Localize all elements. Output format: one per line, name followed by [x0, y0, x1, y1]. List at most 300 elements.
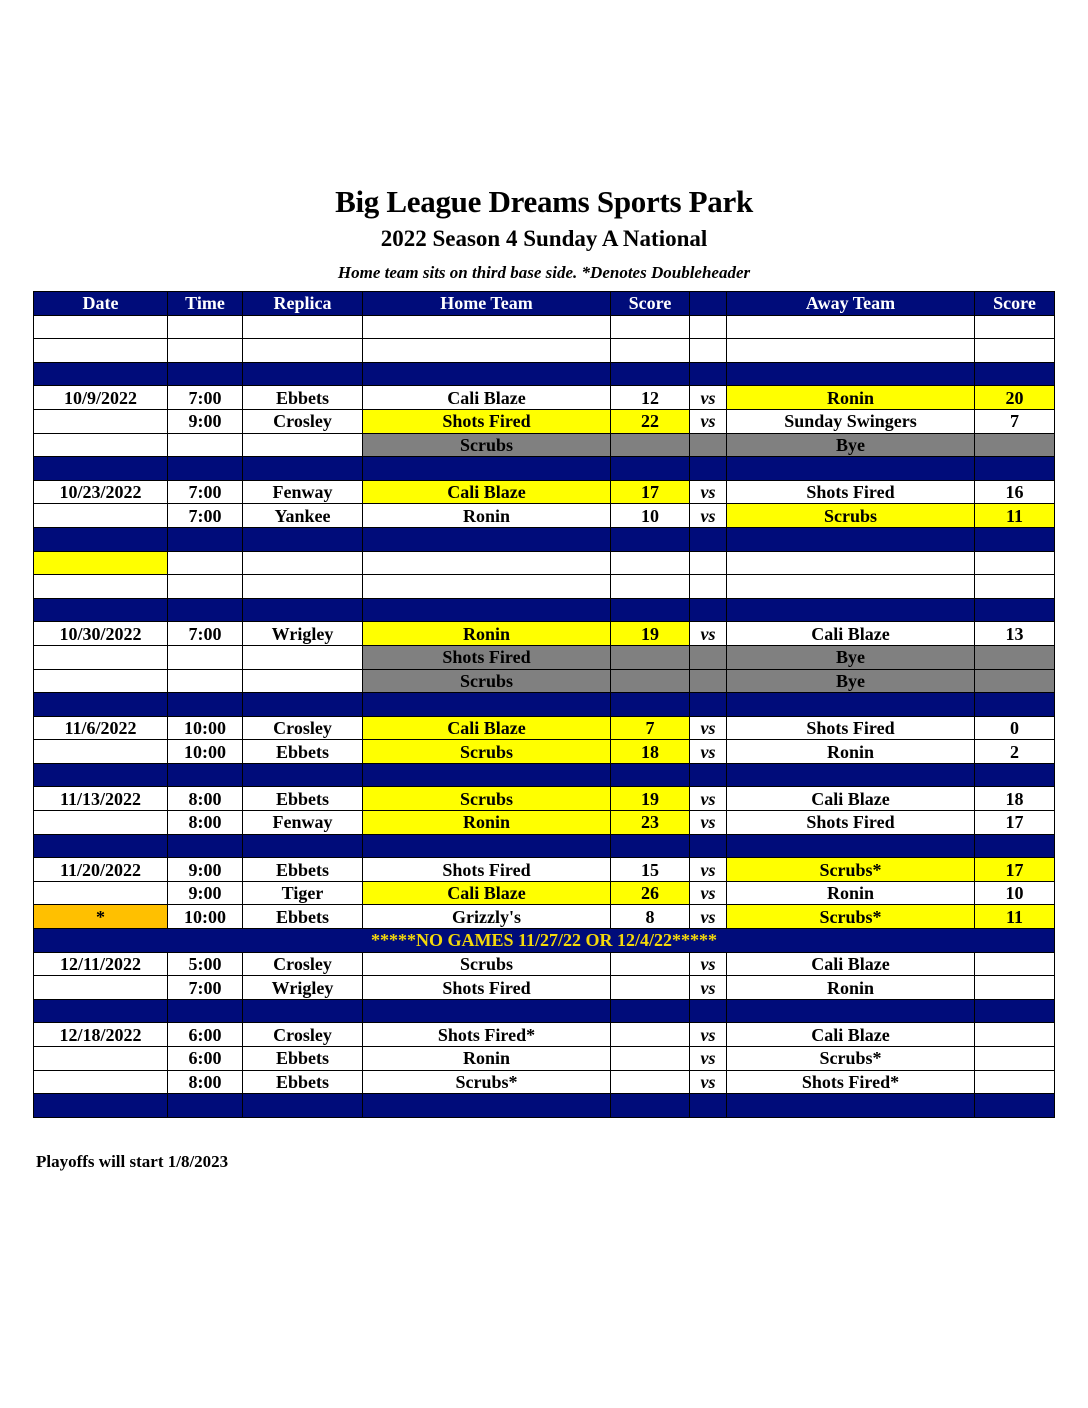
date-cell	[34, 551, 168, 575]
home-team-cell	[363, 763, 611, 787]
home-score-cell: 7	[611, 716, 690, 740]
away-score-cell	[975, 952, 1055, 976]
separator-row	[34, 763, 1055, 787]
time-cell	[168, 763, 243, 787]
time-cell	[168, 598, 243, 622]
date-cell	[34, 504, 168, 528]
away-score-cell: 11	[975, 905, 1055, 929]
game-row	[34, 716, 1055, 740]
date-cell	[34, 315, 168, 339]
vs-cell	[690, 315, 727, 339]
away-team-cell: Cali Blaze	[727, 787, 975, 811]
game-row	[34, 881, 1055, 905]
home-team-cell	[363, 315, 611, 339]
date-cell	[34, 433, 168, 457]
home-score-cell: 19	[611, 787, 690, 811]
time-cell	[168, 433, 243, 457]
vs-cell	[690, 433, 727, 457]
replica-cell	[243, 763, 363, 787]
home-team-cell: Scrubs	[363, 787, 611, 811]
away-score-cell	[975, 339, 1055, 363]
replica-cell: Crosley	[243, 952, 363, 976]
home-score-cell	[611, 339, 690, 363]
vs-cell: vs	[690, 622, 727, 646]
home-score-cell	[611, 1070, 690, 1094]
away-score-cell: 7	[975, 409, 1055, 433]
away-score-cell: 0	[975, 716, 1055, 740]
vs-cell: vs	[690, 504, 727, 528]
home-team-cell	[363, 457, 611, 481]
vs-cell: vs	[690, 811, 727, 835]
home-score-cell	[611, 999, 690, 1023]
replica-cell: Crosley	[243, 409, 363, 433]
home-team-cell: Cali Blaze	[363, 386, 611, 410]
bye-row	[34, 669, 1055, 693]
away-score-cell: 10	[975, 881, 1055, 905]
away-score-cell	[975, 598, 1055, 622]
away-team-cell: Bye	[727, 669, 975, 693]
time-cell	[168, 999, 243, 1023]
away-team-cell	[727, 999, 975, 1023]
date-cell	[34, 457, 168, 481]
vs-cell: vs	[690, 1070, 727, 1094]
date-cell	[34, 740, 168, 764]
home-team-cell: Cali Blaze	[363, 716, 611, 740]
replica-cell: Crosley	[243, 716, 363, 740]
away-team-cell: Shots Fired	[727, 716, 975, 740]
vs-cell	[690, 669, 727, 693]
replica-cell	[243, 315, 363, 339]
away-score-cell	[975, 763, 1055, 787]
vs-cell	[690, 457, 727, 481]
time-cell	[168, 527, 243, 551]
replica-cell: Ebbets	[243, 740, 363, 764]
vs-cell: vs	[690, 716, 727, 740]
replica-cell: Wrigley	[243, 976, 363, 1000]
game-row	[34, 480, 1055, 504]
blank-row	[34, 575, 1055, 599]
vs-cell: vs	[690, 787, 727, 811]
date-cell	[34, 1047, 168, 1071]
date-cell: 10/23/2022	[34, 480, 168, 504]
home-team-cell: Scrubs	[363, 740, 611, 764]
away-team-cell	[727, 834, 975, 858]
home-team-cell: Ronin	[363, 1047, 611, 1071]
date-cell	[34, 409, 168, 433]
home-team-cell: Scrubs	[363, 669, 611, 693]
home-score-cell	[611, 551, 690, 575]
away-team-cell: Scrubs*	[727, 1047, 975, 1071]
vs-cell	[690, 362, 727, 386]
home-score-cell	[611, 976, 690, 1000]
away-team-cell	[727, 575, 975, 599]
vs-cell: vs	[690, 480, 727, 504]
home-team-cell: Scrubs	[363, 433, 611, 457]
away-score-cell	[975, 834, 1055, 858]
time-cell: 8:00	[168, 787, 243, 811]
date-cell: 11/6/2022	[34, 716, 168, 740]
vs-cell: vs	[690, 1047, 727, 1071]
replica-cell: Crosley	[243, 1023, 363, 1047]
date-cell: 11/20/2022	[34, 858, 168, 882]
header-time: Time	[168, 292, 243, 316]
vs-cell: vs	[690, 409, 727, 433]
bye-row	[34, 645, 1055, 669]
game-row	[34, 504, 1055, 528]
game-row	[34, 905, 1055, 929]
home-team-cell	[363, 1094, 611, 1118]
away-team-cell	[727, 763, 975, 787]
replica-cell	[243, 1094, 363, 1118]
date-cell: 10/9/2022	[34, 386, 168, 410]
date-cell	[34, 1070, 168, 1094]
away-team-cell: Ronin	[727, 976, 975, 1000]
home-team-cell: Scrubs	[363, 952, 611, 976]
away-team-cell: Ronin	[727, 386, 975, 410]
home-team-cell: Cali Blaze	[363, 881, 611, 905]
date-cell	[34, 575, 168, 599]
away-team-cell: Bye	[727, 645, 975, 669]
replica-cell: Yankee	[243, 504, 363, 528]
date-cell: *	[34, 905, 168, 929]
separator-row	[34, 999, 1055, 1023]
home-team-cell	[363, 575, 611, 599]
away-team-cell: Scrubs*	[727, 905, 975, 929]
page-title: Big League Dreams Sports Park	[335, 184, 753, 219]
vs-cell	[690, 763, 727, 787]
replica-cell	[243, 669, 363, 693]
vs-cell: vs	[690, 976, 727, 1000]
replica-cell	[243, 527, 363, 551]
away-score-cell	[975, 1094, 1055, 1118]
away-score-cell	[975, 457, 1055, 481]
date-cell: 11/13/2022	[34, 787, 168, 811]
replica-cell	[243, 551, 363, 575]
vs-cell: vs	[690, 905, 727, 929]
vs-cell	[690, 339, 727, 363]
home-score-cell	[611, 763, 690, 787]
home-team-cell: Cali Blaze	[363, 480, 611, 504]
replica-cell: Fenway	[243, 480, 363, 504]
away-score-cell	[975, 551, 1055, 575]
home-team-cell: Scrubs*	[363, 1070, 611, 1094]
replica-cell	[243, 834, 363, 858]
separator-row	[34, 457, 1055, 481]
home-score-cell	[611, 834, 690, 858]
replica-cell	[243, 339, 363, 363]
home-score-cell: 12	[611, 386, 690, 410]
separator-row	[34, 527, 1055, 551]
home-team-cell	[363, 999, 611, 1023]
home-score-cell	[611, 575, 690, 599]
schedule-note: Home team sits on third base side. *Denotes Doubleheader	[337, 263, 751, 282]
game-row	[34, 1023, 1055, 1047]
away-team-cell: Scrubs*	[727, 858, 975, 882]
header-home-team: Home Team	[363, 292, 611, 316]
away-score-cell	[975, 433, 1055, 457]
away-team-cell: Cali Blaze	[727, 952, 975, 976]
date-cell	[34, 1094, 168, 1118]
time-cell: 7:00	[168, 386, 243, 410]
game-row	[34, 976, 1055, 1000]
game-row	[34, 386, 1055, 410]
separator-row	[34, 1094, 1055, 1118]
replica-cell: Ebbets	[243, 858, 363, 882]
game-row	[34, 811, 1055, 835]
home-score-cell	[611, 362, 690, 386]
away-team-cell: Sunday Swingers	[727, 409, 975, 433]
home-score-cell	[611, 1023, 690, 1047]
home-score-cell	[611, 598, 690, 622]
date-cell	[34, 763, 168, 787]
vs-cell	[690, 1094, 727, 1118]
home-score-cell	[611, 527, 690, 551]
away-score-cell	[975, 527, 1055, 551]
away-score-cell	[975, 693, 1055, 717]
time-cell	[168, 834, 243, 858]
replica-cell: Tiger	[243, 881, 363, 905]
away-score-cell	[975, 362, 1055, 386]
home-score-cell: 19	[611, 622, 690, 646]
game-row	[34, 952, 1055, 976]
replica-cell: Fenway	[243, 811, 363, 835]
home-score-cell: 22	[611, 409, 690, 433]
vs-cell: vs	[690, 1023, 727, 1047]
header-vs	[690, 292, 727, 316]
header-home-score: Score	[611, 292, 690, 316]
away-score-cell	[975, 976, 1055, 1000]
time-cell: 6:00	[168, 1047, 243, 1071]
home-team-cell	[363, 527, 611, 551]
vs-cell	[690, 527, 727, 551]
home-team-cell: Shots Fired	[363, 976, 611, 1000]
away-score-cell: 2	[975, 740, 1055, 764]
page-subtitle: 2022 Season 4 Sunday A National	[380, 226, 708, 251]
home-team-cell: Shots Fired*	[363, 1023, 611, 1047]
home-score-cell	[611, 457, 690, 481]
date-cell	[34, 669, 168, 693]
replica-cell	[243, 598, 363, 622]
blank-row	[34, 551, 1055, 575]
date-cell	[34, 598, 168, 622]
away-score-cell	[975, 645, 1055, 669]
date-cell: 12/18/2022	[34, 1023, 168, 1047]
away-score-cell	[975, 1023, 1055, 1047]
time-cell: 7:00	[168, 504, 243, 528]
header-row	[34, 292, 1055, 316]
home-team-cell: Ronin	[363, 504, 611, 528]
away-team-cell	[727, 315, 975, 339]
bye-row	[34, 433, 1055, 457]
home-score-cell	[611, 669, 690, 693]
header-away-team: Away Team	[727, 292, 975, 316]
time-cell: 10:00	[168, 740, 243, 764]
home-score-cell: 26	[611, 881, 690, 905]
time-cell: 8:00	[168, 1070, 243, 1094]
header-date: Date	[34, 292, 168, 316]
away-score-cell: 11	[975, 504, 1055, 528]
home-team-cell: Shots Fired	[363, 645, 611, 669]
vs-cell	[690, 999, 727, 1023]
vs-cell: vs	[690, 858, 727, 882]
replica-cell	[243, 575, 363, 599]
blank-row	[34, 315, 1055, 339]
notice-row	[34, 929, 1055, 953]
away-team-cell: Cali Blaze	[727, 1023, 975, 1047]
separator-row	[34, 693, 1055, 717]
away-score-cell: 18	[975, 787, 1055, 811]
date-cell	[34, 645, 168, 669]
replica-cell	[243, 433, 363, 457]
home-score-cell	[611, 952, 690, 976]
away-team-cell	[727, 551, 975, 575]
home-team-cell	[363, 693, 611, 717]
vs-cell	[690, 598, 727, 622]
date-cell	[34, 881, 168, 905]
replica-cell	[243, 999, 363, 1023]
date-cell	[34, 693, 168, 717]
away-score-cell	[975, 999, 1055, 1023]
away-score-cell	[975, 575, 1055, 599]
vs-cell	[690, 834, 727, 858]
date-cell: 10/30/2022	[34, 622, 168, 646]
separator-row	[34, 834, 1055, 858]
away-team-cell	[727, 457, 975, 481]
home-score-cell: 8	[611, 905, 690, 929]
game-row	[34, 1070, 1055, 1094]
date-cell: 12/11/2022	[34, 952, 168, 976]
time-cell	[168, 669, 243, 693]
away-team-cell: Ronin	[727, 740, 975, 764]
time-cell	[168, 339, 243, 363]
schedule-table	[33, 291, 1055, 1118]
vs-cell	[690, 575, 727, 599]
away-team-cell: Scrubs	[727, 504, 975, 528]
away-score-cell: 20	[975, 386, 1055, 410]
away-team-cell: Cali Blaze	[727, 622, 975, 646]
header-replica: Replica	[243, 292, 363, 316]
away-score-cell: 13	[975, 622, 1055, 646]
home-score-cell	[611, 1094, 690, 1118]
away-score-cell	[975, 1070, 1055, 1094]
vs-cell: vs	[690, 386, 727, 410]
away-team-cell: Shots Fired	[727, 480, 975, 504]
time-cell: 5:00	[168, 952, 243, 976]
replica-cell: Ebbets	[243, 905, 363, 929]
home-team-cell	[363, 598, 611, 622]
playoffs-note: Playoffs will start 1/8/2023	[36, 1152, 229, 1171]
time-cell	[168, 551, 243, 575]
time-cell	[168, 1094, 243, 1118]
away-score-cell: 17	[975, 858, 1055, 882]
replica-cell: Ebbets	[243, 1047, 363, 1071]
home-score-cell	[611, 645, 690, 669]
home-team-cell	[363, 339, 611, 363]
time-cell	[168, 457, 243, 481]
home-score-cell: 15	[611, 858, 690, 882]
home-team-cell: Shots Fired	[363, 858, 611, 882]
date-cell	[34, 834, 168, 858]
away-team-cell	[727, 598, 975, 622]
replica-cell	[243, 457, 363, 481]
away-score-cell	[975, 1047, 1055, 1071]
home-team-cell: Shots Fired	[363, 409, 611, 433]
game-row	[34, 409, 1055, 433]
time-cell: 9:00	[168, 409, 243, 433]
away-team-cell: Shots Fired	[727, 811, 975, 835]
away-score-cell	[975, 315, 1055, 339]
date-cell	[34, 999, 168, 1023]
separator-row	[34, 598, 1055, 622]
time-cell: 7:00	[168, 480, 243, 504]
date-cell	[34, 339, 168, 363]
home-score-cell: 18	[611, 740, 690, 764]
home-score-cell	[611, 315, 690, 339]
replica-cell: Ebbets	[243, 787, 363, 811]
home-team-cell: Ronin	[363, 811, 611, 835]
vs-cell: vs	[690, 952, 727, 976]
time-cell	[168, 645, 243, 669]
home-team-cell	[363, 362, 611, 386]
vs-cell: vs	[690, 881, 727, 905]
away-team-cell	[727, 362, 975, 386]
away-team-cell: Bye	[727, 433, 975, 457]
time-cell: 8:00	[168, 811, 243, 835]
time-cell: 9:00	[168, 881, 243, 905]
away-score-cell: 17	[975, 811, 1055, 835]
game-row	[34, 787, 1055, 811]
date-cell	[34, 976, 168, 1000]
home-score-cell	[611, 433, 690, 457]
home-score-cell	[611, 693, 690, 717]
time-cell	[168, 362, 243, 386]
away-score-cell	[975, 669, 1055, 693]
home-team-cell: Grizzly's	[363, 905, 611, 929]
away-team-cell	[727, 693, 975, 717]
replica-cell	[243, 693, 363, 717]
date-cell	[34, 362, 168, 386]
time-cell: 9:00	[168, 858, 243, 882]
away-score-cell: 16	[975, 480, 1055, 504]
game-row	[34, 622, 1055, 646]
time-cell: 10:00	[168, 905, 243, 929]
time-cell	[168, 315, 243, 339]
separator-row	[34, 362, 1055, 386]
home-team-cell	[363, 834, 611, 858]
game-row	[34, 858, 1055, 882]
away-team-cell: Shots Fired*	[727, 1070, 975, 1094]
vs-cell	[690, 645, 727, 669]
home-score-cell	[611, 1047, 690, 1071]
away-team-cell	[727, 527, 975, 551]
home-team-cell	[363, 551, 611, 575]
game-row	[34, 1047, 1055, 1071]
date-cell	[34, 527, 168, 551]
away-team-cell	[727, 1094, 975, 1118]
vs-cell: vs	[690, 740, 727, 764]
home-score-cell: 23	[611, 811, 690, 835]
vs-cell	[690, 551, 727, 575]
time-cell: 7:00	[168, 622, 243, 646]
away-team-cell: Ronin	[727, 881, 975, 905]
vs-cell	[690, 693, 727, 717]
replica-cell: Ebbets	[243, 386, 363, 410]
replica-cell	[243, 362, 363, 386]
header-away-score: Score	[975, 292, 1055, 316]
home-score-cell: 10	[611, 504, 690, 528]
game-row	[34, 740, 1055, 764]
replica-cell: Wrigley	[243, 622, 363, 646]
